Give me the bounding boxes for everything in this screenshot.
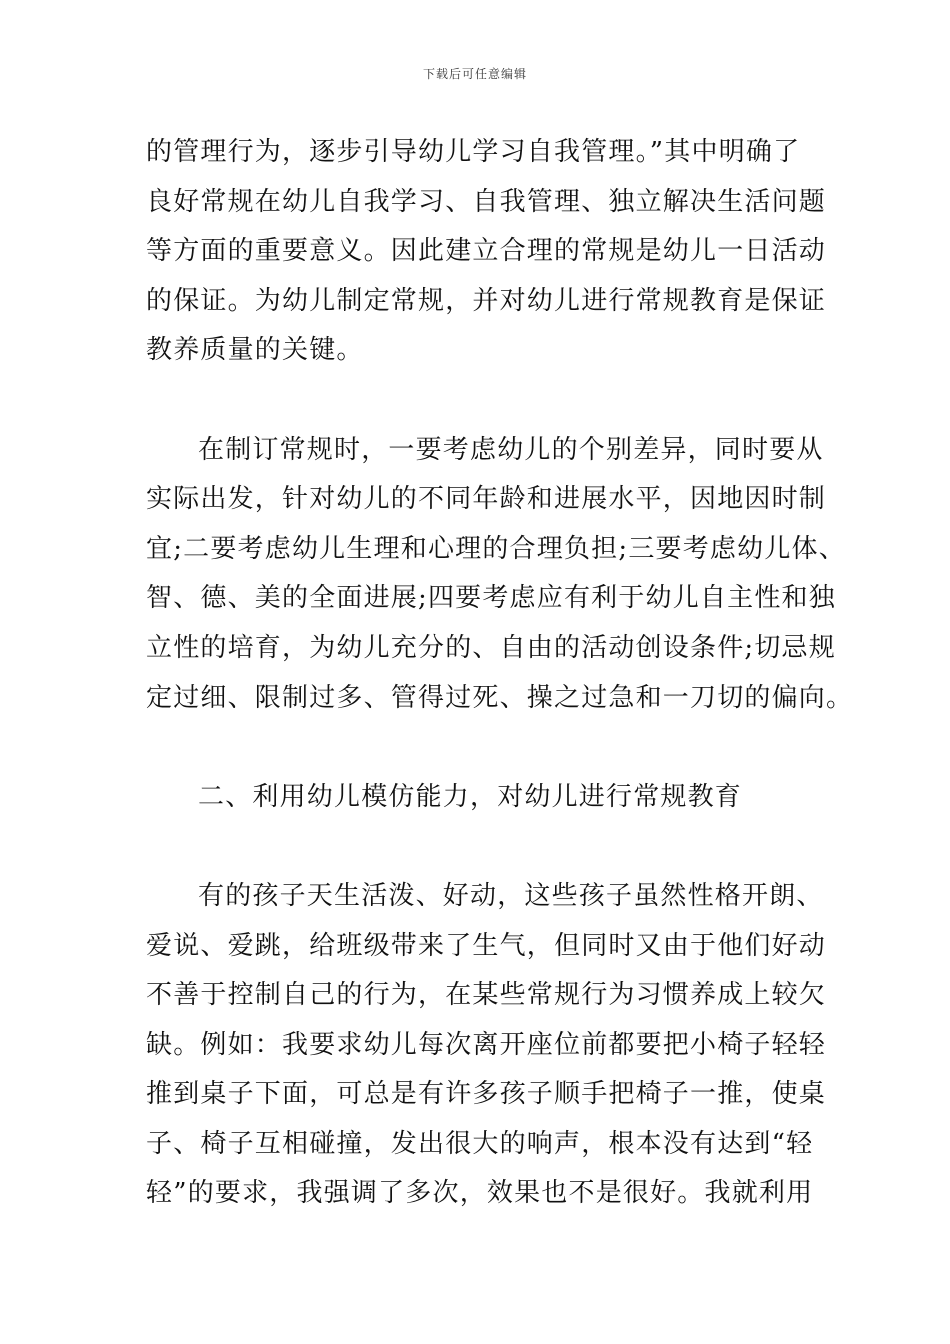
text-line: 实际出发，针对幼儿的不同年龄和进展水平，因地因时制	[146, 484, 827, 515]
text-line: 不善于控制自己的行为，在某些常规行为习惯养成上较欠	[146, 980, 827, 1011]
paragraph-gap	[146, 376, 816, 426]
text-line: 定过细、限制过多、管得过死、操之过急和一刀切的偏向。	[146, 682, 854, 713]
text-line: 爱说、爱跳，给班级带来了生气，但同时又由于他们好动	[146, 930, 827, 961]
paragraph-gap	[146, 723, 816, 773]
text-line: 智、德、美的全面进展;四要考虑应有利于幼儿自主性和独	[146, 583, 836, 614]
text-line: 宜;二要考虑幼儿生理和心理的合理负担;三要考虑幼儿体、	[146, 533, 846, 564]
document-body	[146, 128, 854, 1219]
section-heading	[146, 773, 816, 823]
text-line: 的管理行为，逐步引导幼儿学习自我管理。”其中明确了	[146, 137, 801, 167]
text-line: 缺。例如：我要求幼儿每次离开座位前都要把小椅子轻轻	[146, 1029, 827, 1060]
text-line: 等方面的重要意义。因此建立合理的常规是幼儿一日活动	[146, 236, 827, 267]
paragraph	[146, 426, 854, 724]
text-line: 在制订常规时，一要考虑幼儿的个别差异，同时要从	[198, 434, 824, 465]
paragraph	[146, 872, 827, 1219]
text-line: 良好常规在幼儿自我学习、自我管理、独立解决生活问题	[146, 186, 827, 217]
text-line: 推到桌子下面，可总是有许多孩子顺手把椅子一推，使桌	[146, 1079, 827, 1110]
text-line: 轻”的要求，我强调了多次，效果也不是很好。我就利用	[146, 1178, 814, 1209]
paragraph	[146, 128, 827, 376]
text-line: 的保证。为幼儿制定常规，并对幼儿进行常规教育是保证	[146, 285, 827, 316]
text-line: 二、利用幼儿模仿能力，对幼儿进行常规教育	[198, 781, 743, 812]
text-line: 立性的培育，为幼儿充分的、自由的活动创设条件;切忌规	[146, 632, 836, 663]
page-header-note: 下载后可任意编辑	[422, 67, 527, 81]
paragraph-gap	[146, 822, 816, 872]
text-line: 教养质量的关键。	[146, 335, 364, 366]
text-line: 有的孩子天生活泼、好动，这些孩子虽然性格开朗、	[198, 880, 824, 911]
text-line: 子、椅子互相碰撞，发出很大的响声，根本没有达到“轻	[146, 1128, 814, 1159]
